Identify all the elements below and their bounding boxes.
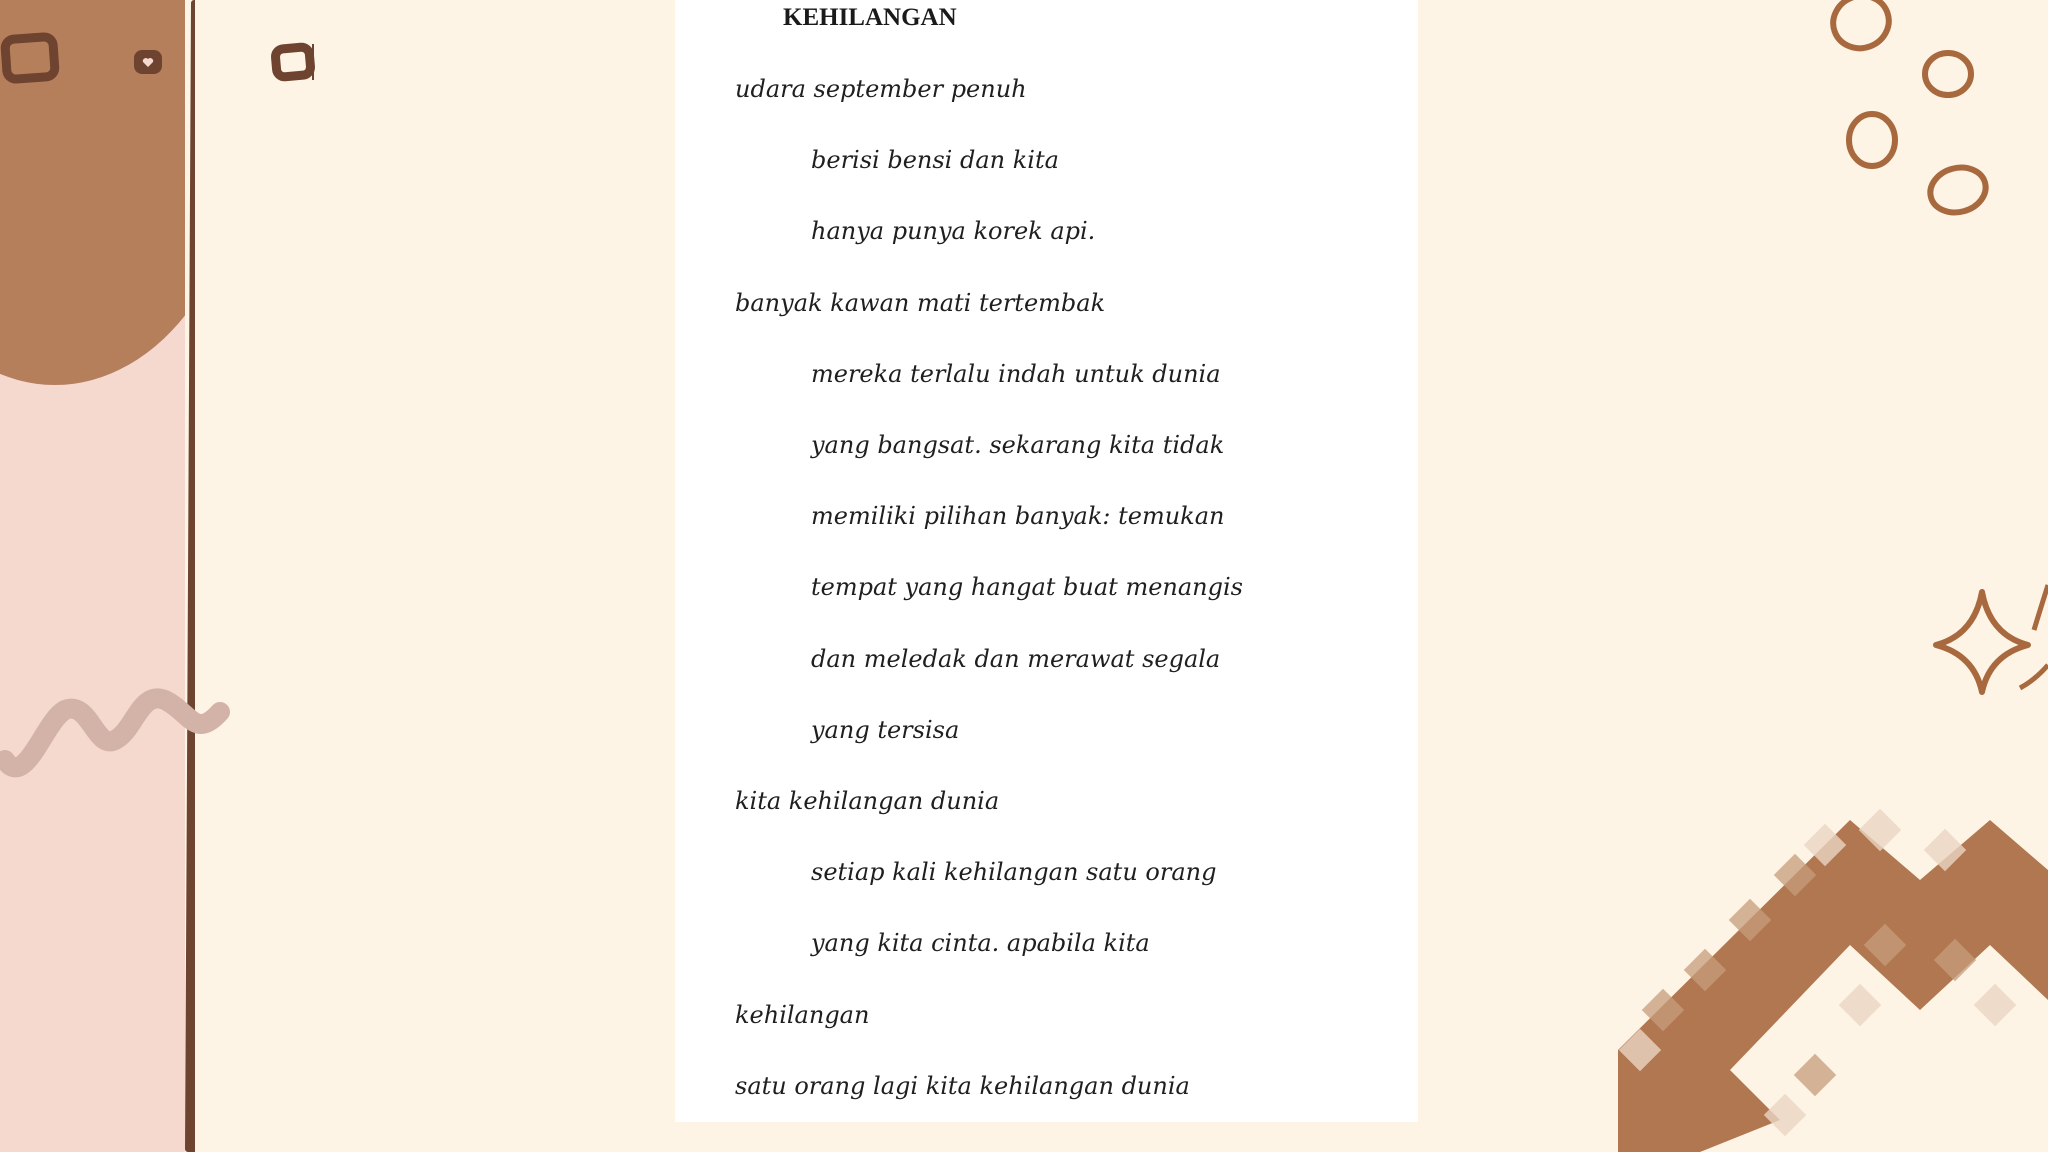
rounded-square-icon — [275, 44, 313, 80]
poem-line: berisi bensi dan kita — [811, 146, 1059, 174]
poem-line: banyak kawan mati tertembak — [735, 289, 1106, 317]
poem-line: setiap kali kehilangan satu orang — [811, 858, 1217, 886]
poem-line: mereka terlalu indah untuk dunia — [811, 360, 1221, 388]
poem-line: memiliki pilihan banyak: temukan — [811, 502, 1225, 530]
poem-page — [675, 0, 1418, 1122]
poem-line: udara september penuh — [735, 75, 1027, 103]
poem-line: tempat yang hangat buat menangis — [811, 573, 1243, 601]
rounded-square-icon — [5, 36, 56, 79]
wavy-line-icon — [5, 698, 220, 767]
circle-outline-icon — [1826, 0, 1991, 218]
pixel-chevron-icon — [1618, 809, 2048, 1152]
poem-line: hanya punya korek api. — [811, 217, 1096, 245]
sparkle-star-icon — [1936, 585, 2048, 692]
poem-line: kehilangan — [735, 1001, 870, 1029]
poem-line: kita kehilangan dunia — [735, 787, 1000, 815]
poem-line: dan meledak dan merawat segala — [811, 645, 1221, 673]
poem-line: yang kita cinta. apabila kita — [811, 929, 1150, 957]
poem-line: yang tersisa — [811, 716, 960, 744]
poem-title: KEHILANGAN — [783, 4, 957, 31]
poem-line: yang bangsat. sekarang kita tidak — [811, 431, 1225, 459]
poem-line: satu orang lagi kita kehilangan dunia — [735, 1072, 1190, 1100]
heart-icon — [134, 50, 162, 74]
